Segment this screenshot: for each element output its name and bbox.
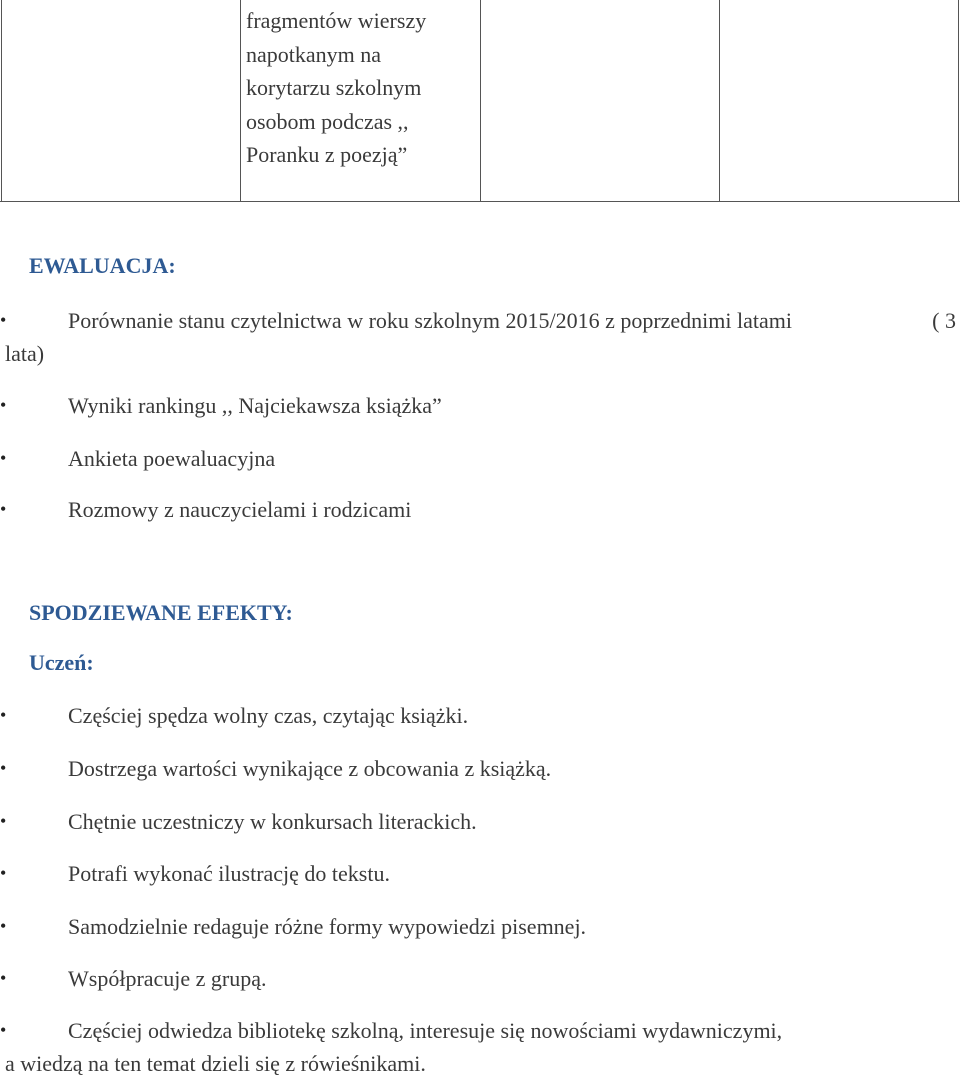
table-cell-line: Poranku z poezją” [246,142,408,167]
list-item-text: Dostrzega wartości wynikające z obcowania z książką. [68,756,552,781]
table-cell-line: osobom podczas ,, [246,108,409,134]
bullet-icon: • [0,499,7,519]
table-border-left [1,0,2,202]
list-item-text: Samodzielnie redaguje różne formy wypowiedzi pisemnej. [68,914,587,939]
list-item [0,304,958,370]
table-border-col3 [719,0,720,202]
list-item-text-continuation: a wiedzą na ten temat dzieli się z rówieśnikami. [5,1051,426,1076]
list-item-text: Potrafi wykonać ilustrację do tekstu. [68,861,390,886]
list-item-text: Rozmowy z nauczycielami i rodzicami [68,497,412,522]
table-border-right [958,0,959,202]
list-item-text: Wyniki rankingu ,, Najciekawsza książka” [68,393,442,418]
list-item-text: Ankieta poewaluacyjna [68,446,276,471]
table-cell-line: fragmentów wierszy [246,8,427,33]
table-cell-text [246,4,478,172]
list-item [0,389,958,422]
list-item [0,752,958,785]
bullet-icon: • [0,863,7,883]
list-item-text-continuation: lata) [5,341,45,366]
table-border-bottom [0,201,960,202]
list-item [0,962,958,995]
list-item [0,910,958,943]
list-item [0,699,958,732]
table-cell-line: korytarzu szkolnym [246,75,422,100]
bullet-icon: • [0,811,7,831]
bullet-icon: • [0,310,7,330]
list-item [0,442,958,475]
list-item [0,493,958,526]
table-border-col2 [480,0,481,202]
effects-subheading: Uczeń: [29,650,94,675]
list-item-text: Współpracuje z grupą. [68,966,267,991]
list-item [0,1014,958,1080]
bullet-icon: • [0,916,7,936]
bullet-icon: • [0,1020,7,1040]
bullet-icon: • [0,968,7,988]
table-cell-line: napotkanym na [246,41,382,67]
table-border-col1 [240,0,241,202]
bullet-icon: • [0,448,7,468]
list-item-text: Porównanie stanu czytelnictwa w roku szkolnym 2015/2016 z poprzednimi latami [68,308,793,333]
list-item-text: Częściej spędza wolny czas, czytając książki. [68,703,469,728]
list-item-text-tail: ( 3 [932,308,956,333]
evaluation-heading: EWALUACJA: [29,253,176,278]
bullet-icon: • [0,395,7,415]
bullet-icon: • [0,705,7,725]
list-item-text: Chętnie uczestniczy w konkursach literackich. [68,809,477,834]
list-item-text: Częściej odwiedza bibliotekę szkolną, interesuje się nowościami wydawniczymi, [68,1018,783,1043]
effects-heading: SPODZIEWANE EFEKTY: [29,600,293,625]
bullet-icon: • [0,758,7,778]
list-item [0,805,958,838]
list-item [0,857,958,890]
